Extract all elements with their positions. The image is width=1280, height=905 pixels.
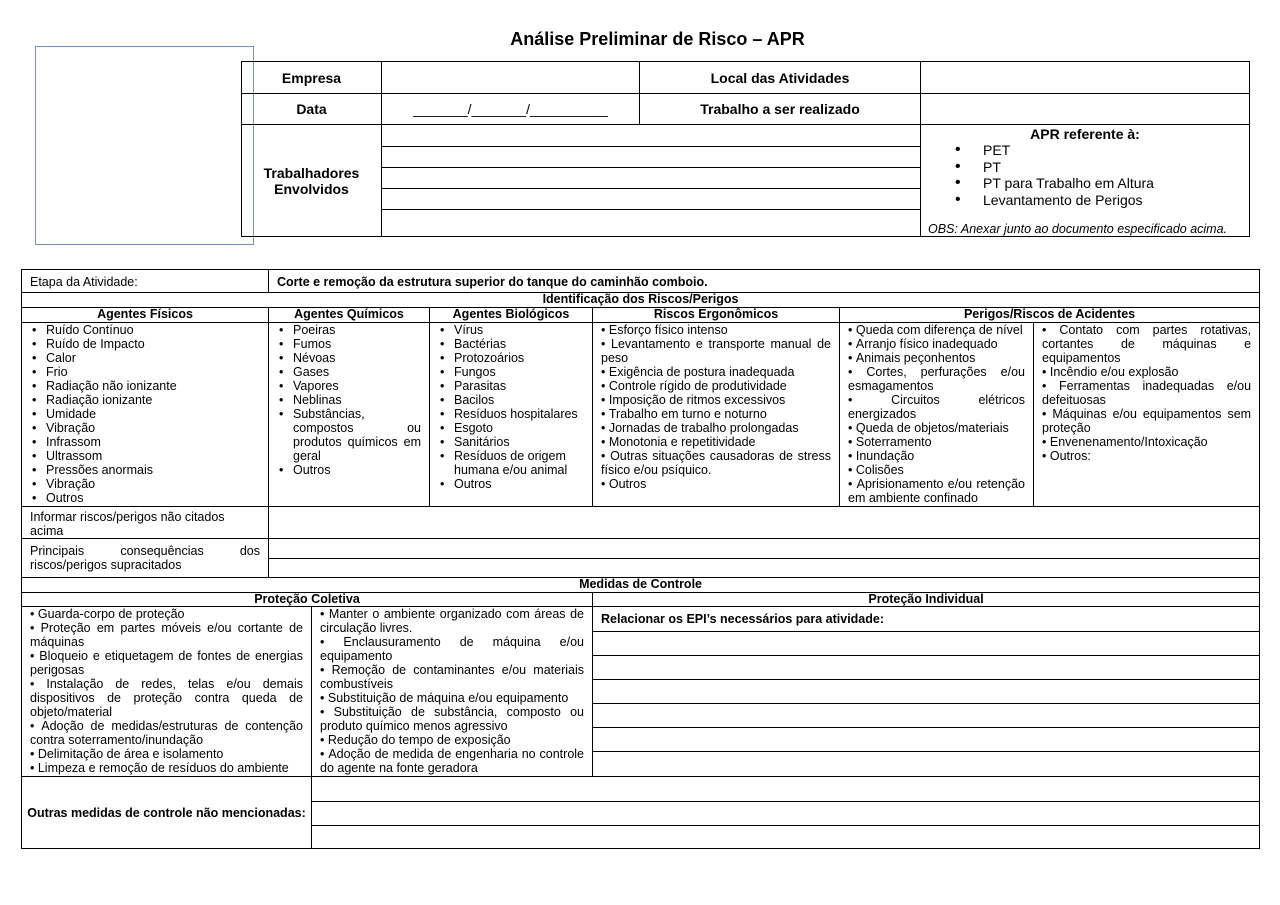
outras-line[interactable] xyxy=(312,777,1259,801)
risk-item[interactable]: • Ruído de Impacto xyxy=(30,337,266,351)
risk-item[interactable]: • Fungos xyxy=(438,365,588,379)
trabalhador-line[interactable] xyxy=(382,125,920,146)
risk-item[interactable]: • Esgoto xyxy=(438,421,588,435)
local-field[interactable] xyxy=(921,62,1250,94)
risk-item[interactable]: • Outros: xyxy=(1042,449,1251,463)
etapa-label: Etapa da Atividade: xyxy=(22,270,269,293)
quimicos-cell xyxy=(269,323,430,507)
risk-item[interactable]: • Outras situações causadoras de stress físico e/ou psíquico. xyxy=(601,449,831,477)
risk-item[interactable]: • Bactérias xyxy=(438,337,588,351)
risk-item[interactable]: • Vapores xyxy=(277,379,421,393)
trabalhadores-label: Trabalhadores Envolvidos xyxy=(242,125,382,237)
trabalho-label: Trabalho a ser realizado xyxy=(640,94,921,125)
risk-item[interactable]: • Infrassom xyxy=(30,435,266,449)
risk-item[interactable]: • Poeiras xyxy=(277,323,421,337)
coletiva-header: Proteção Coletiva xyxy=(22,593,593,607)
etapa-value[interactable]: Corte e remoção da estrutura superior do tanque do caminhão comboio. xyxy=(269,270,1260,293)
epi-line[interactable] xyxy=(593,727,1259,751)
risk-item[interactable]: • Máquinas e/ou equipamentos sem proteção xyxy=(1042,407,1251,435)
risk-item[interactable]: • Vibração xyxy=(30,421,266,435)
risk-item[interactable]: • Frio xyxy=(30,365,266,379)
risk-item[interactable]: • Imposição de ritmos excessivos xyxy=(601,393,831,407)
risk-item[interactable]: • Controle rígido de produtividade xyxy=(601,379,831,393)
risk-item[interactable]: • Soterramento xyxy=(848,435,1025,449)
risk-item[interactable]: • Protozoários xyxy=(438,351,588,365)
risk-item[interactable]: • Outros xyxy=(30,491,266,505)
risk-item[interactable]: • Esforço físico intenso xyxy=(601,323,831,337)
consequencias-lines xyxy=(269,539,1259,577)
logo-placeholder xyxy=(35,46,254,245)
apr-box xyxy=(921,125,1250,237)
outras-line[interactable] xyxy=(312,801,1259,825)
risk-item[interactable]: • Vírus xyxy=(438,323,588,337)
coletiva-cell-a xyxy=(22,607,312,777)
control-item[interactable]: • Adoção de medida de engenharia no controle do agente na fonte geradora xyxy=(320,747,584,775)
trabalho-field[interactable] xyxy=(921,94,1250,125)
trabalhadores-lines xyxy=(382,125,920,235)
risk-item[interactable]: • Queda com diferença de nível xyxy=(848,323,1025,337)
acidentes-header: Perigos/Riscos de Acidentes xyxy=(840,308,1260,323)
risk-item[interactable]: • Cortes, perfurações e/ou esmagamentos xyxy=(848,365,1025,393)
risk-item[interactable]: • Jornadas de trabalho prolongadas xyxy=(601,421,831,435)
epi-lines xyxy=(593,607,1259,775)
risk-item[interactable]: • Animais peçonhentos xyxy=(848,351,1025,365)
apr-item-pt[interactable]: • PT xyxy=(983,159,1249,176)
control-item[interactable]: • Enclausuramento de máquina e/ou equipamento xyxy=(320,635,584,663)
fisicos-header: Agentes Físicos xyxy=(22,308,269,323)
consequencias-label: Principais consequências dos riscos/perigos supracitados xyxy=(22,539,269,578)
control-item[interactable]: • Substituição de substância, composto ou produto químico menos agressivo xyxy=(320,705,584,733)
outras-line[interactable] xyxy=(312,825,1259,848)
control-item[interactable]: • Redução do tempo de exposição xyxy=(320,733,584,747)
header-table xyxy=(241,61,1250,237)
empresa-field[interactable] xyxy=(382,62,640,94)
biologicos-header: Agentes Biológicos xyxy=(430,308,593,323)
control-item[interactable]: • Adoção de medidas/estruturas de contenção contra soterramento/inundação xyxy=(30,719,303,747)
coletiva-cell-b xyxy=(312,607,593,777)
risk-item[interactable]: • Ruído Contínuo xyxy=(30,323,266,337)
control-item[interactable]: • Guarda-corpo de proteção xyxy=(30,607,303,621)
trabalhador-line[interactable] xyxy=(382,209,920,235)
risk-item[interactable]: • Pressões anormais xyxy=(30,463,266,477)
apr-obs: OBS: Anexar junto ao documento especificado acima. xyxy=(928,222,1228,236)
risk-item[interactable]: • Ultrassom xyxy=(30,449,266,463)
epi-line[interactable] xyxy=(593,679,1259,703)
risk-item[interactable]: • Bacilos xyxy=(438,393,588,407)
risk-item[interactable]: • Ferramentas inadequadas e/ou defeituosas xyxy=(1042,379,1251,407)
risk-item[interactable]: • Aprisionamento e/ou retenção em ambiente confinado xyxy=(848,477,1025,505)
risk-item[interactable]: • Outros xyxy=(277,463,421,477)
risk-item[interactable]: • Sanitários xyxy=(438,435,588,449)
risk-item[interactable]: • Levantamento e transporte manual de peso xyxy=(601,337,831,365)
outras-lines xyxy=(312,777,1259,848)
empresa-label: Empresa xyxy=(242,62,382,94)
acidentes-cell-b xyxy=(1034,323,1260,507)
fisicos-cell xyxy=(22,323,269,507)
risk-item[interactable]: • Contato com partes rotativas, cortantes de máquinas e equipamentos xyxy=(1042,323,1251,365)
apr-item-pet[interactable]: • PET xyxy=(983,142,1249,159)
control-item[interactable]: • Remoção de contaminantes e/ou materiais combustíveis xyxy=(320,663,584,691)
risk-item[interactable]: • Monotonia e repetitividade xyxy=(601,435,831,449)
control-item[interactable]: • Delimitação de área e isolamento xyxy=(30,747,303,761)
epi-line[interactable] xyxy=(593,703,1259,727)
risk-item[interactable]: • Calor xyxy=(30,351,266,365)
risk-item[interactable]: • Outros xyxy=(601,477,831,491)
trabalhador-line[interactable] xyxy=(382,146,920,167)
biologicos-cell xyxy=(430,323,593,507)
control-item[interactable]: • Proteção em partes móveis e/ou cortante de máquinas xyxy=(30,621,303,649)
outras-label: Outras medidas de controle não mencionadas: xyxy=(22,777,312,849)
risk-item[interactable]: • Inundação xyxy=(848,449,1025,463)
page-title: Análise Preliminar de Risco – APR xyxy=(510,29,805,49)
control-item[interactable]: • Substituição de máquina e/ou equipamento xyxy=(320,691,584,705)
control-item[interactable]: • Manter o ambiente organizado com áreas de circulação livres. xyxy=(320,607,584,635)
risk-item[interactable]: • Radiação não ionizante xyxy=(30,379,266,393)
trabalhador-line[interactable] xyxy=(382,167,920,188)
control-item[interactable]: • Bloqueio e etiquetagem de fontes de energias perigosas xyxy=(30,649,303,677)
trabalhador-line[interactable] xyxy=(382,188,920,209)
risk-item[interactable]: • Substâncias, compostos ou produtos químicos em geral xyxy=(277,407,421,463)
risk-item[interactable]: • Radiação ionizante xyxy=(30,393,266,407)
apr-item-levantamento[interactable]: • Levantamento de Perigos xyxy=(983,192,1249,209)
ergonomicos-header: Riscos Ergonômicos xyxy=(593,308,840,323)
ergonomicos-cell xyxy=(593,323,840,507)
medidas-title: Medidas de Controle xyxy=(22,578,1260,593)
informar-field[interactable] xyxy=(269,507,1260,539)
riscos-title: Identificação dos Riscos/Perigos xyxy=(22,293,1260,308)
risk-item[interactable]: • Fumos xyxy=(277,337,421,351)
risk-item[interactable]: • Neblinas xyxy=(277,393,421,407)
risk-item[interactable]: • Resíduos de origem humana e/ou animal xyxy=(438,449,588,477)
acidentes-cell-a xyxy=(840,323,1034,507)
risk-item[interactable]: • Vibração xyxy=(30,477,266,491)
risk-item[interactable]: • Umidade xyxy=(30,407,266,421)
consequencia-line[interactable] xyxy=(269,539,1259,558)
risk-item[interactable]: • Queda de objetos/materiais xyxy=(848,421,1025,435)
apr-item-pt-altura[interactable]: • PT para Trabalho em Altura xyxy=(983,175,1249,192)
risk-item[interactable]: • Circuitos elétricos energizados xyxy=(848,393,1025,421)
risk-item[interactable]: • Parasitas xyxy=(438,379,588,393)
risk-item[interactable]: • Névoas xyxy=(277,351,421,365)
risk-item[interactable]: • Gases xyxy=(277,365,421,379)
main-table xyxy=(21,269,1260,849)
epi-line[interactable] xyxy=(593,655,1259,679)
risk-item[interactable]: • Exigência de postura inadequada xyxy=(601,365,831,379)
control-item[interactable]: • Instalação de redes, telas e/ou demais dispositivos de proteção contra queda de objeto/material xyxy=(30,677,303,719)
local-label: Local das Atividades xyxy=(640,62,921,94)
risk-item[interactable]: • Trabalho em turno e noturno xyxy=(601,407,831,421)
data-label: Data xyxy=(242,94,382,125)
control-item[interactable]: • Limpeza e remoção de resíduos do ambiente xyxy=(30,761,303,775)
risk-item[interactable]: • Colisões xyxy=(848,463,1025,477)
quimicos-header: Agentes Químicos xyxy=(269,308,430,323)
epi-line[interactable] xyxy=(593,631,1259,655)
apr-title: APR referente à: xyxy=(1030,126,1140,142)
informar-label: Informar riscos/perigos não citados acima xyxy=(22,507,269,539)
epi-line[interactable] xyxy=(593,751,1259,775)
risk-item[interactable]: • Incêndio e/ou explosão xyxy=(1042,365,1251,379)
risk-item[interactable]: • Outros xyxy=(438,477,588,491)
risk-item[interactable]: • Resíduos hospitalares xyxy=(438,407,588,421)
consequencia-line[interactable] xyxy=(269,558,1259,577)
data-field[interactable]: _______/_______/__________ xyxy=(382,94,640,125)
individual-header: Proteção Individual xyxy=(593,593,1260,607)
risk-item[interactable]: • Arranjo físico inadequado xyxy=(848,337,1025,351)
epi-label: Relacionar os EPI’s necessários para atividade: xyxy=(593,607,1259,631)
risk-item[interactable]: • Envenenamento/Intoxicação xyxy=(1042,435,1251,449)
